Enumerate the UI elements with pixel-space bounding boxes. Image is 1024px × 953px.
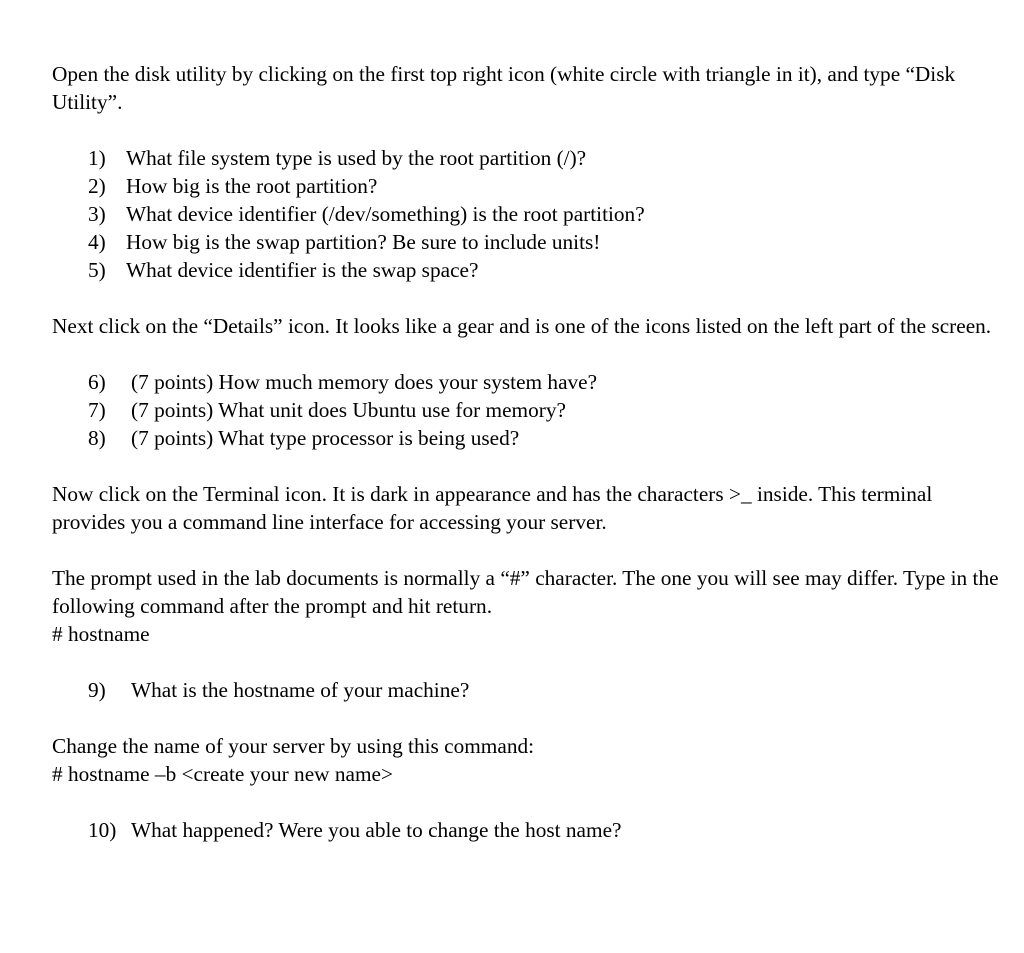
list-item: 4) How big is the swap partition? Be sure to include units! (88, 230, 601, 254)
change-paragraph: Change the name of your server by using this command: (52, 734, 535, 758)
list-item: 1) What file system type is used by the root partition (/)? (88, 146, 587, 170)
terminal-paragraph: Now click on the Terminal icon. It is dark in appearance and has the characters >_ inside. This terminal provides you a command line interface for accessing your server. (52, 482, 933, 534)
details-questions-list (88, 368, 1007, 452)
change-question-list (88, 816, 1007, 844)
list-item: 2) How big is the root partition? (88, 174, 378, 198)
hostname-question-list (88, 676, 1007, 704)
intro-paragraph: Open the disk utility by clicking on the first top right icon (white circle with triangle in it), and type “Disk Utility”. (52, 62, 956, 114)
document-page (52, 60, 1007, 844)
list-item: 3) What device identifier (/dev/something) is the root partition? (88, 202, 645, 226)
change-hostname-command: # hostname –b <create your new name> (52, 762, 393, 786)
list-item: 8) (7 points) What type processor is being used? (88, 426, 520, 450)
details-paragraph: Next click on the “Details” icon. It looks like a gear and is one of the icons listed on the left part of the screen. (52, 314, 992, 338)
list-item: 9) What is the hostname of your machine? (88, 678, 470, 702)
list-item: 10) What happened? Were you able to change the host name? (88, 818, 622, 842)
hostname-command: # hostname (52, 622, 150, 646)
disk-questions-list (88, 144, 1007, 284)
list-item: 6) (7 points) How much memory does your system have? (88, 370, 598, 394)
list-item: 5) What device identifier is the swap space? (88, 258, 479, 282)
prompt-paragraph: The prompt used in the lab documents is normally a “#” character. The one you will see may differ. Type in the following command after the prompt and hit return. (52, 566, 999, 618)
list-item: 7) (7 points) What unit does Ubuntu use for memory? (88, 398, 566, 422)
